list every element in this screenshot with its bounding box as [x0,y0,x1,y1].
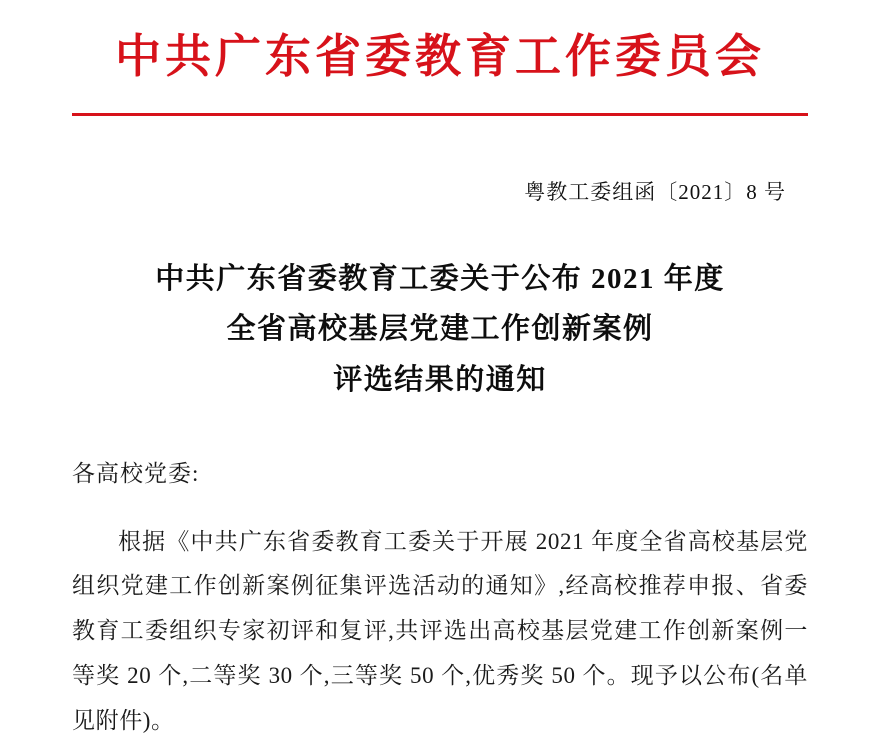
body-paragraph-1: 根据《中共广东省委教育工委关于开展 2021 年度全省高校基层党组织党建工作创新案例征集评选活动的通知》,经高校推荐申报、省委教育工委组织专家初评和复评,共评选出高校基层党建工作创新案例一等奖 20 个,二等奖 30 个,三等奖 50 个,优秀奖 50 个。现予以公布(名单见附件)。 [72,528,808,733]
title-line-1: 中共广东省委教育工委关于公布 2021 年度 [155,262,725,295]
letterhead-organization: 中共广东省委教育工作委员会 [115,31,765,82]
document-number: 粤教工委组函〔2021〕8 号 [524,179,786,204]
title-line-3: 评选结果的通知 [333,364,547,396]
title-line-2: 全省高校基层党建工作创新案例 [226,313,654,346]
salutation: 各高校党委: [72,460,200,486]
document-number-row [72,176,808,206]
document-title [72,254,808,406]
letterhead-divider [72,113,808,116]
letterhead [72,0,808,116]
document-body [72,452,808,744]
